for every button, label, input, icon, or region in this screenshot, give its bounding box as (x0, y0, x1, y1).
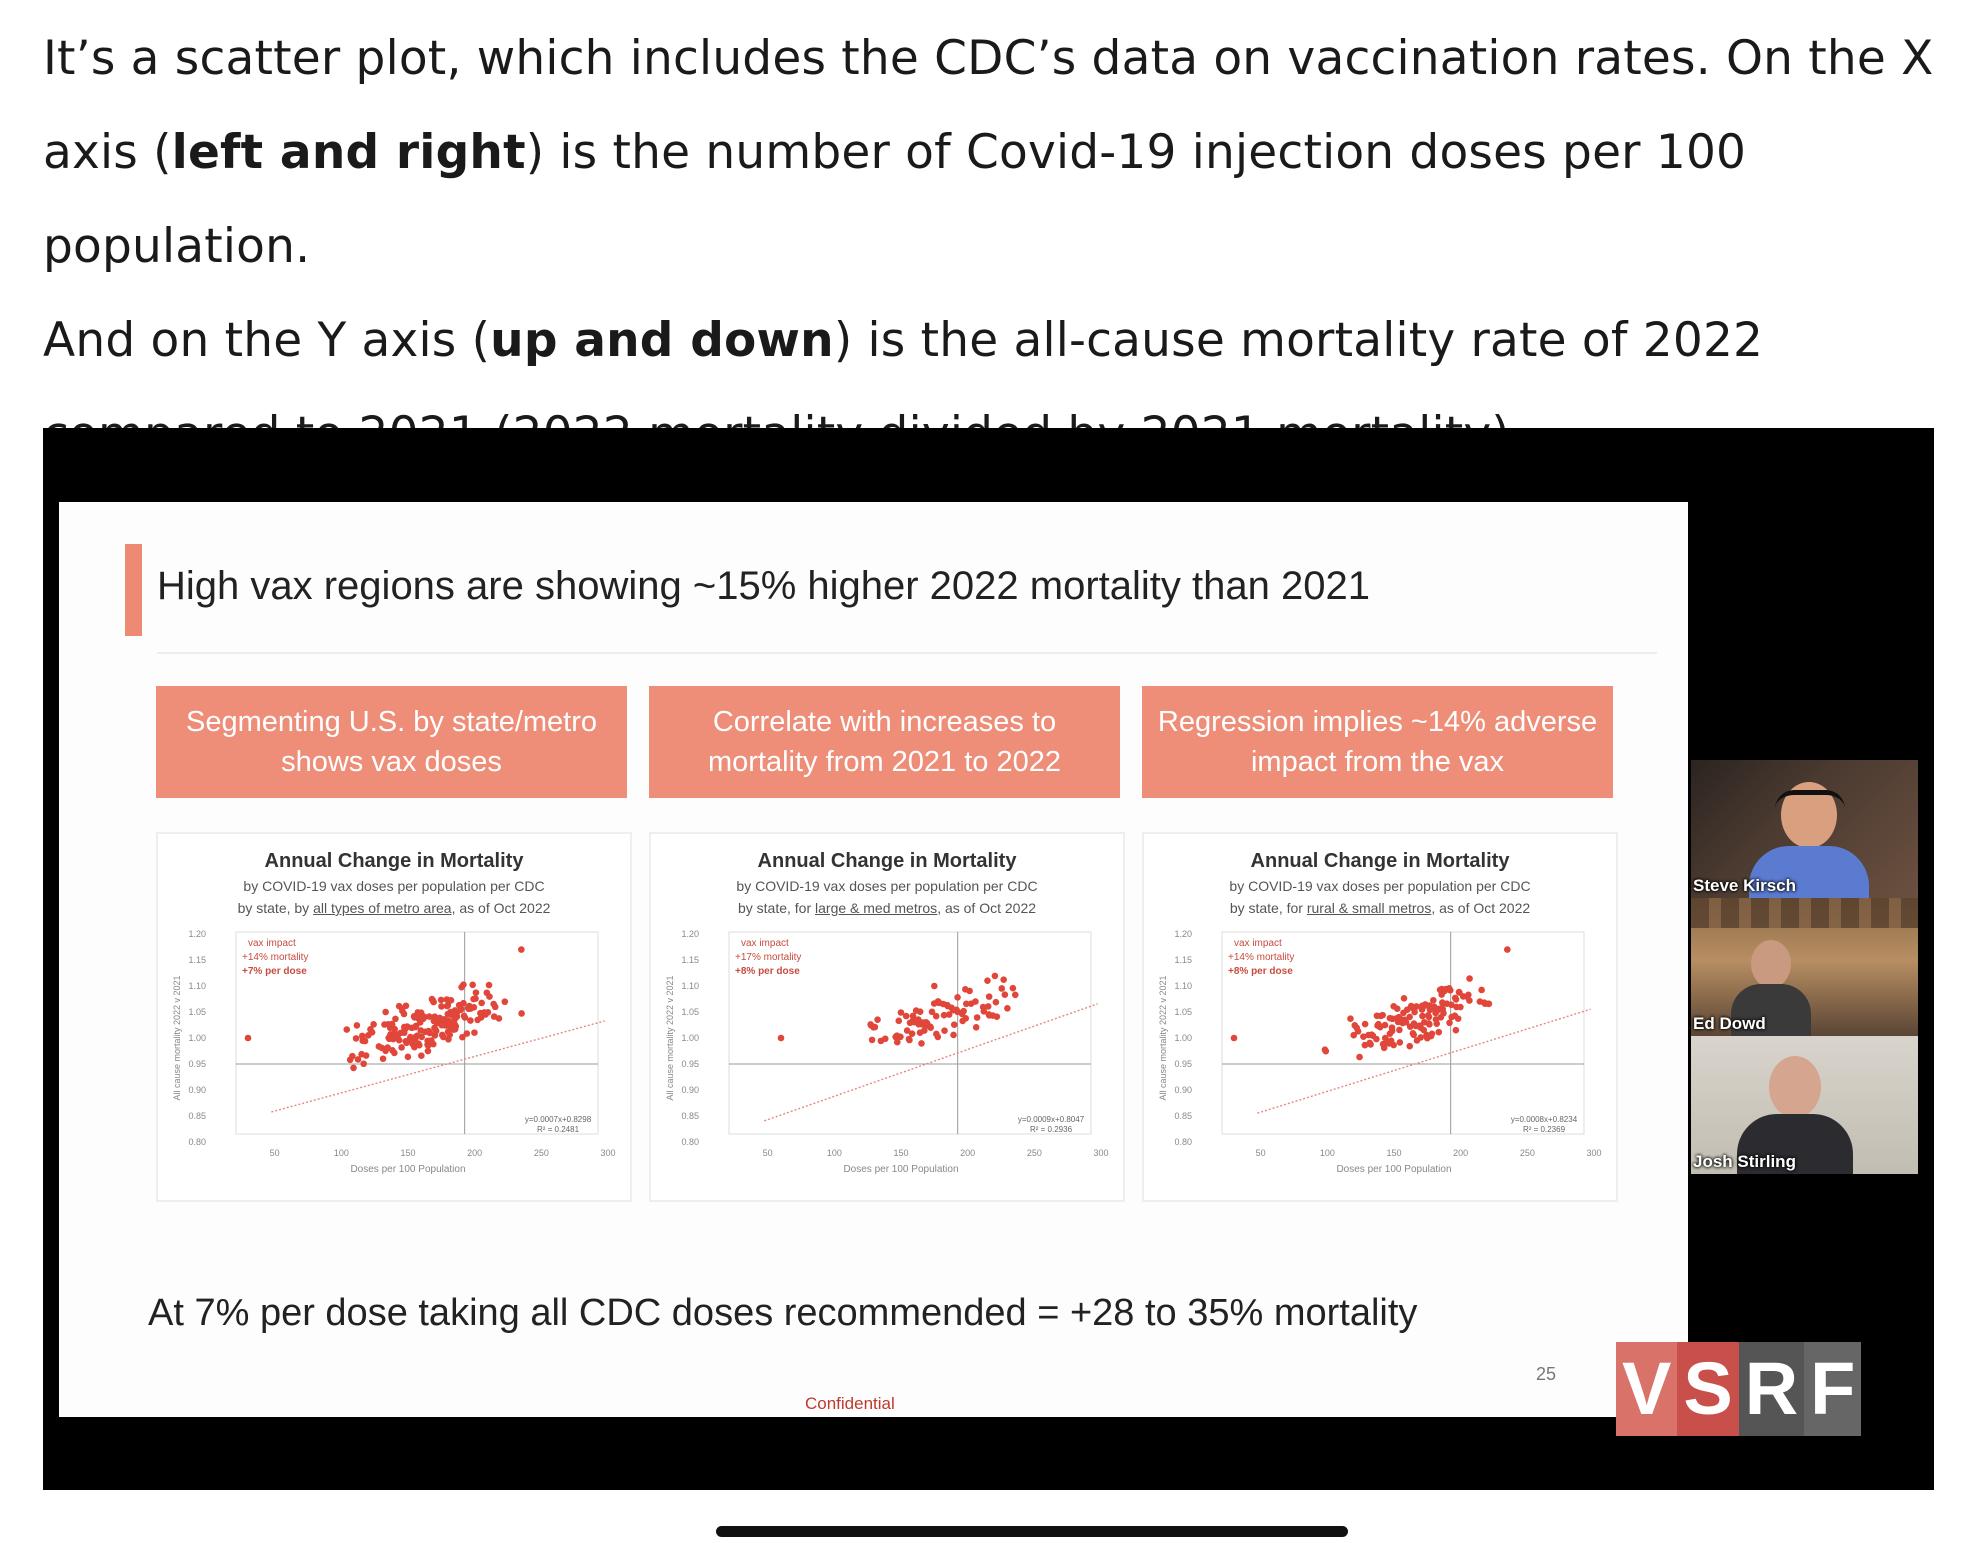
y-tick-label: 0.80 (681, 1137, 699, 1147)
data-point (904, 1027, 911, 1034)
callout-box-3: Regression implies ~14% adverse impact from the vax (1142, 686, 1613, 798)
y-tick-label: 1.00 (188, 1033, 206, 1043)
y-tick-label: 1.10 (1174, 981, 1192, 991)
data-point (882, 1035, 889, 1042)
data-point (895, 1018, 902, 1025)
data-point (343, 1026, 350, 1033)
annotation-text: +8% per dose (1228, 966, 1293, 977)
data-point (1446, 985, 1453, 992)
participant-video-3 (1691, 1036, 1918, 1174)
data-point (501, 998, 508, 1005)
data-point (1381, 1045, 1388, 1052)
text-run: , as of Oct 2022 (937, 900, 1037, 916)
r-squared: R² = 0.2936 (1029, 1125, 1073, 1134)
underlined-text: rural & small metros (1306, 900, 1432, 916)
data-point (1478, 987, 1485, 994)
text-run: ) is the number of Covid-19 injection doses per 100 population. (43, 125, 1747, 274)
data-point (974, 1014, 981, 1021)
participant-video-1 (1691, 760, 1918, 898)
text-run: , as of Oct 2022 (1431, 900, 1531, 916)
data-point (992, 973, 999, 980)
annotation-text: vax impact (741, 938, 789, 949)
logo-letter: S (1677, 1342, 1738, 1436)
data-point (402, 1025, 409, 1032)
x-tick-label: 50 (762, 1148, 773, 1158)
data-point (894, 1039, 901, 1046)
data-point (1448, 1001, 1455, 1008)
y-tick-label: 0.85 (681, 1111, 699, 1121)
person-head-icon (1751, 940, 1791, 988)
data-point (1401, 995, 1408, 1002)
text-run: , as of Oct 2022 (451, 900, 551, 916)
data-point (467, 1017, 474, 1024)
data-point (448, 997, 455, 1004)
annotation-text: vax impact (248, 938, 296, 949)
data-point (931, 983, 938, 990)
title-accent-bar (125, 544, 142, 636)
y-tick-label: 1.15 (681, 955, 699, 965)
data-point (998, 985, 1005, 992)
data-point (446, 1022, 453, 1029)
embedded-video[interactable] (43, 428, 1934, 1490)
headset-icon (1775, 790, 1845, 809)
data-point (1347, 1015, 1354, 1022)
data-point (444, 1003, 451, 1010)
data-point (380, 1055, 387, 1062)
data-point (418, 1034, 425, 1041)
x-tick-label: 100 (1319, 1148, 1335, 1158)
y-tick-label: 1.00 (681, 1033, 699, 1043)
data-point (473, 989, 480, 996)
page-number: 25 (1536, 1364, 1557, 1384)
chart-panel-3 (1142, 832, 1618, 1202)
y-tick-label: 1.20 (1174, 929, 1192, 939)
data-point (1426, 1020, 1433, 1027)
data-point (1504, 946, 1511, 953)
data-point (1004, 1005, 1011, 1012)
data-point (1408, 1003, 1415, 1010)
scatter-plot (1144, 834, 1620, 1204)
data-point (960, 1008, 967, 1015)
article-line-2 (43, 106, 1943, 294)
x-tick-label: 200 (960, 1148, 976, 1158)
data-point (918, 1040, 925, 1047)
bold-text: left and right (171, 125, 526, 180)
x-axis-label: Doses per 100 Population (843, 1164, 959, 1175)
slide-title: High vax regions are showing ~15% higher 2022 mortality than 2021 (157, 564, 1370, 608)
text-run: And on the Y axis ( (43, 313, 491, 368)
ceiling-beams (1691, 898, 1918, 928)
chart-subtitle: by COVID-19 vax doses per population per CDC (243, 878, 545, 894)
regression-equation: y=0.0009x+0.8047 (1017, 1115, 1085, 1124)
data-point (399, 1008, 406, 1015)
x-tick-label: 50 (1255, 1148, 1266, 1158)
slide-footer-text: At 7% per dose taking all CDC doses recommended = +28 to 35% mortality (148, 1292, 1418, 1334)
y-tick-label: 0.95 (188, 1059, 206, 1069)
data-point (981, 1008, 988, 1015)
data-point (922, 1020, 929, 1027)
data-point (465, 1004, 472, 1011)
participant-name: Steve Kirsch (1693, 876, 1796, 895)
x-tick-label: 200 (467, 1148, 483, 1158)
x-tick-label: 50 (269, 1148, 280, 1158)
x-tick-label: 250 (1519, 1148, 1535, 1158)
data-point (405, 1054, 412, 1061)
data-point (441, 1016, 448, 1023)
y-tick-label: 1.05 (188, 1007, 206, 1017)
data-point (1424, 1035, 1431, 1042)
data-point (353, 1035, 360, 1042)
data-point (418, 1052, 425, 1059)
data-point (1002, 991, 1009, 998)
participant-name: Ed Dowd (1693, 1014, 1766, 1033)
title-divider (157, 652, 1657, 654)
data-point (1322, 1046, 1329, 1053)
data-point (1435, 1029, 1442, 1036)
data-point (354, 1022, 361, 1029)
data-point (906, 1036, 913, 1043)
annotation-text: +7% per dose (242, 966, 307, 977)
y-tick-label: 1.20 (681, 929, 699, 939)
home-indicator[interactable] (716, 1526, 1348, 1537)
person-head-icon (1769, 1056, 1821, 1118)
annotation-text: +17% mortality (735, 952, 802, 963)
data-point (469, 982, 476, 989)
data-point (485, 1009, 492, 1016)
y-tick-label: 0.80 (1174, 1137, 1192, 1147)
data-point (1431, 1003, 1438, 1010)
presentation-slide (59, 502, 1688, 1417)
data-point (1010, 985, 1017, 992)
callout-box-1: Segmenting U.S. by state/metro shows vax doses (156, 686, 627, 798)
data-point (412, 1034, 419, 1041)
data-point (874, 1016, 881, 1023)
data-point (398, 1044, 405, 1051)
data-point (917, 1008, 924, 1015)
data-point (931, 1000, 938, 1007)
data-point (439, 1032, 446, 1039)
data-point (953, 1007, 960, 1014)
data-point (478, 1000, 485, 1007)
y-tick-label: 1.10 (188, 981, 206, 991)
x-tick-label: 100 (333, 1148, 349, 1158)
vsrf-logo (1616, 1342, 1861, 1436)
data-point (1466, 975, 1473, 982)
data-point (409, 1041, 416, 1048)
data-point (379, 1045, 386, 1052)
data-point (350, 1065, 357, 1072)
data-point (994, 1013, 1001, 1020)
data-point (429, 996, 436, 1003)
chart-panel-2 (649, 832, 1125, 1202)
data-point (363, 1052, 370, 1059)
logo-letter: F (1804, 1342, 1861, 1436)
data-point (944, 1002, 951, 1009)
data-point (370, 1021, 377, 1028)
underlined-text: all types of metro area (313, 900, 452, 916)
x-axis-label: Doses per 100 Population (1336, 1164, 1452, 1175)
data-point (474, 1017, 481, 1024)
data-point (984, 977, 991, 984)
text-run: by state, for (737, 900, 816, 916)
x-tick-label: 250 (1026, 1148, 1042, 1158)
x-tick-label: 250 (533, 1148, 549, 1158)
data-point (1410, 1030, 1417, 1037)
y-axis-label: All cause mortality 2022 v 2021 (172, 975, 182, 1101)
data-point (1417, 1034, 1424, 1041)
data-point (382, 1009, 389, 1016)
data-point (954, 994, 961, 1001)
data-point (1394, 1005, 1401, 1012)
data-point (1382, 1022, 1389, 1029)
data-point (390, 1036, 397, 1043)
data-point (486, 993, 493, 1000)
data-point (1433, 1020, 1440, 1027)
text-run: by state, by (237, 900, 314, 916)
data-point (973, 1024, 980, 1031)
data-point (496, 1015, 503, 1022)
logo-letter: R (1739, 1342, 1804, 1436)
x-tick-label: 300 (600, 1148, 616, 1158)
data-point (1350, 1032, 1357, 1039)
data-point (461, 1013, 468, 1020)
x-tick-label: 300 (1093, 1148, 1109, 1158)
data-point (458, 984, 465, 991)
data-point (471, 1029, 478, 1036)
x-tick-label: 300 (1586, 1148, 1602, 1158)
data-point (986, 993, 993, 1000)
chart-title: Annual Change in Mortality (1250, 850, 1510, 872)
y-tick-label: 0.90 (1174, 1085, 1192, 1095)
r-squared: R² = 0.2481 (536, 1125, 580, 1134)
logo-letter: V (1616, 1342, 1677, 1436)
chart-subtitle: by COVID-19 vax doses per population per CDC (1229, 878, 1531, 894)
y-tick-label: 0.90 (681, 1085, 699, 1095)
data-point (1378, 1013, 1385, 1020)
data-point (486, 982, 493, 989)
data-point (959, 1018, 966, 1025)
data-point (454, 1013, 461, 1020)
y-axis-label: All cause mortality 2022 v 2021 (1158, 975, 1168, 1101)
y-tick-label: 0.95 (681, 1059, 699, 1069)
data-point (950, 1032, 957, 1039)
x-tick-label: 200 (1453, 1148, 1469, 1158)
data-point (452, 1007, 459, 1014)
data-point (870, 1024, 877, 1031)
data-point (966, 988, 973, 995)
trendline (764, 1004, 1097, 1121)
data-point (412, 1024, 419, 1031)
callout-box-2: Correlate with increases to mortality from 2021 to 2022 (649, 686, 1120, 798)
data-point (1452, 995, 1459, 1002)
data-point (459, 1034, 466, 1041)
data-point (1446, 1020, 1453, 1027)
y-tick-label: 0.80 (188, 1137, 206, 1147)
data-point (245, 1035, 252, 1042)
data-point (472, 995, 479, 1002)
data-point (933, 1031, 940, 1038)
y-tick-label: 1.20 (188, 929, 206, 939)
data-point (1486, 1000, 1493, 1007)
x-tick-label: 150 (1386, 1148, 1402, 1158)
article-line-1: It’s a scatter plot, which includes the CDC’s data on vaccination rates. On the X (43, 31, 1934, 86)
y-axis-label: All cause mortality 2022 v 2021 (665, 975, 675, 1101)
annotation-text: +14% mortality (242, 952, 309, 963)
annotation-text: vax impact (1234, 938, 1282, 949)
data-point (402, 1038, 409, 1045)
data-point (1000, 976, 1007, 983)
text-run: axis ( (43, 125, 172, 180)
scatter-plot (158, 834, 634, 1204)
data-point (1401, 1016, 1408, 1023)
annotation-text: +8% per dose (735, 966, 800, 977)
data-point (414, 1015, 421, 1022)
article-text (43, 12, 1943, 482)
data-point (910, 1013, 917, 1020)
data-point (425, 1048, 432, 1055)
data-point (778, 1035, 785, 1042)
data-point (1438, 991, 1445, 998)
x-axis-label: Doses per 100 Population (350, 1164, 466, 1175)
data-point (359, 1033, 366, 1040)
y-tick-label: 0.85 (188, 1111, 206, 1121)
y-tick-label: 1.05 (681, 1007, 699, 1017)
y-tick-label: 1.00 (1174, 1033, 1192, 1043)
data-point (388, 1023, 395, 1030)
data-point (972, 998, 979, 1005)
chart-title: Annual Change in Mortality (264, 850, 524, 872)
data-point (428, 1037, 435, 1044)
data-point (1012, 992, 1019, 999)
data-point (1362, 1021, 1369, 1028)
data-point (518, 1010, 525, 1017)
data-point (471, 1004, 478, 1011)
annotation-text: +14% mortality (1228, 952, 1295, 963)
data-point (1388, 1037, 1395, 1044)
data-point (941, 1027, 948, 1034)
data-point (1397, 1039, 1404, 1046)
data-point (1374, 1022, 1381, 1029)
underlined-text: large & med metros (815, 900, 938, 916)
y-tick-label: 1.05 (1174, 1007, 1192, 1017)
x-tick-label: 150 (893, 1148, 909, 1158)
data-point (1406, 1043, 1413, 1050)
article-line-3 (43, 294, 1943, 388)
data-point (438, 1003, 445, 1010)
y-tick-label: 1.15 (188, 955, 206, 965)
chart-subtitle: by COVID-19 vax doses per population per CDC (736, 878, 1038, 894)
confidential-label: Confidential (805, 1394, 895, 1413)
data-point (415, 1040, 422, 1047)
data-point (941, 1012, 948, 1019)
data-point (869, 1037, 876, 1044)
data-point (1420, 1027, 1427, 1034)
x-tick-label: 100 (826, 1148, 842, 1158)
data-point (898, 1009, 905, 1016)
text-run: ) is the all-cause mortality rate of 2022 (833, 313, 1764, 368)
data-point (451, 1021, 458, 1028)
participant-name: Josh Stirling (1693, 1152, 1796, 1171)
data-point (1455, 1015, 1462, 1022)
data-point (1419, 1013, 1426, 1020)
data-point (355, 1056, 362, 1063)
data-point (518, 946, 525, 953)
data-point (438, 997, 445, 1004)
y-tick-label: 1.10 (681, 981, 699, 991)
text-run: by state, for (1229, 900, 1307, 916)
y-tick-label: 0.95 (1174, 1059, 1192, 1069)
data-point (384, 1044, 391, 1051)
data-point (1351, 1022, 1358, 1029)
data-point (1396, 1027, 1403, 1034)
data-point (426, 1013, 433, 1020)
data-point (349, 1053, 356, 1060)
data-point (907, 1019, 914, 1026)
data-point (425, 1028, 432, 1035)
data-point (1356, 1054, 1363, 1061)
data-point (360, 1060, 367, 1067)
participant-video-2 (1691, 898, 1918, 1036)
data-point (492, 1004, 499, 1011)
r-squared: R² = 0.2369 (1522, 1125, 1566, 1134)
y-tick-label: 0.85 (1174, 1111, 1192, 1121)
data-point (1366, 1040, 1373, 1047)
data-point (1373, 1036, 1380, 1043)
scatter-plot (651, 834, 1127, 1204)
data-point (1387, 1015, 1394, 1022)
data-point (1438, 1014, 1445, 1021)
data-point (951, 1021, 958, 1028)
regression-equation: y=0.0007x+0.8298 (524, 1115, 592, 1124)
chart-title: Annual Change in Mortality (757, 850, 1017, 872)
data-point (1389, 1028, 1396, 1035)
data-point (1231, 1035, 1238, 1042)
y-tick-label: 0.90 (188, 1085, 206, 1095)
x-tick-label: 150 (400, 1148, 416, 1158)
y-tick-label: 1.15 (1174, 955, 1192, 965)
data-point (1457, 1004, 1464, 1011)
data-point (933, 1013, 940, 1020)
bold-text: up and down (490, 313, 834, 368)
data-point (993, 999, 1000, 1006)
data-point (963, 1001, 970, 1008)
regression-equation: y=0.0008x+0.8234 (1510, 1115, 1578, 1124)
data-point (1464, 993, 1471, 1000)
data-point (1453, 1027, 1460, 1034)
data-point (1411, 1020, 1418, 1027)
data-point (457, 1007, 464, 1014)
data-point (1382, 1035, 1389, 1042)
chart-panel-1 (156, 832, 632, 1202)
